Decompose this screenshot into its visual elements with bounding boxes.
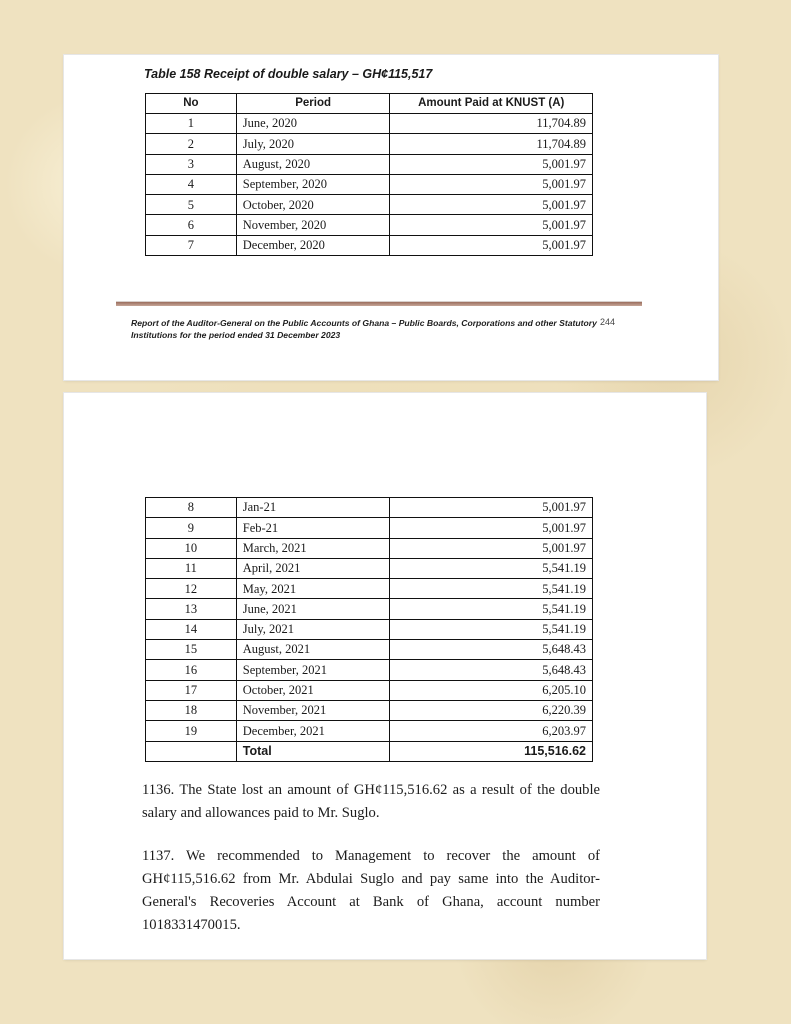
row-period-cell: December, 2021	[236, 721, 390, 741]
row-amount-cell: 5,648.43	[390, 660, 593, 680]
row-amount-cell: 5,001.97	[390, 498, 593, 518]
row-amount-cell: 5,001.97	[390, 195, 593, 215]
table-title: Table 158 Receipt of double salary – GH¢115,517	[144, 67, 433, 81]
table-row	[146, 134, 593, 154]
total-label: Total	[236, 741, 390, 761]
table-total-row	[146, 741, 593, 761]
row-no-cell: 8	[146, 498, 237, 518]
page-footer-text: Report of the Auditor-General on the Public Accounts of Ghana – Public Boards, Corporations and other Statutory Institutions for the period ended 31 December 2023	[131, 318, 597, 340]
table-row	[146, 599, 593, 619]
row-period-cell: October, 2021	[236, 680, 390, 700]
row-no-cell: 16	[146, 660, 237, 680]
row-amount-cell: 5,001.97	[390, 235, 593, 255]
row-period-cell: March, 2021	[236, 538, 390, 558]
row-amount-cell: 6,203.97	[390, 721, 593, 741]
row-amount-cell: 5,648.43	[390, 640, 593, 660]
table-row	[146, 154, 593, 174]
row-period-cell: October, 2020	[236, 195, 390, 215]
row-period-cell: June, 2020	[236, 114, 390, 134]
row-period-cell: April, 2021	[236, 558, 390, 578]
row-period-cell: August, 2021	[236, 640, 390, 660]
row-no-cell: 13	[146, 599, 237, 619]
table-row	[146, 700, 593, 720]
table-row	[146, 680, 593, 700]
row-no-cell: 9	[146, 518, 237, 538]
row-period-cell: November, 2021	[236, 700, 390, 720]
document-page-1	[64, 55, 718, 380]
row-amount-cell: 5,001.97	[390, 154, 593, 174]
row-amount-cell: 5,001.97	[390, 538, 593, 558]
table-row	[146, 660, 593, 680]
row-no-cell: 3	[146, 154, 237, 174]
row-no-cell: 14	[146, 619, 237, 639]
row-period-cell: July, 2021	[236, 619, 390, 639]
row-no-cell: 2	[146, 134, 237, 154]
document-page-2	[64, 393, 706, 959]
row-no-cell: 10	[146, 538, 237, 558]
row-amount-cell: 5,001.97	[390, 174, 593, 194]
table-row	[146, 558, 593, 578]
header-no: No	[146, 94, 237, 114]
row-period-cell: July, 2020	[236, 134, 390, 154]
table-row	[146, 114, 593, 134]
salary-table-part-2	[145, 497, 593, 762]
row-no-cell: 15	[146, 640, 237, 660]
row-amount-cell: 5,541.19	[390, 558, 593, 578]
table-row	[146, 235, 593, 255]
row-amount-cell: 5,001.97	[390, 215, 593, 235]
row-period-cell: August, 2020	[236, 154, 390, 174]
row-no-cell: 7	[146, 235, 237, 255]
table-row	[146, 174, 593, 194]
page-number: 244	[600, 317, 616, 327]
row-no-cell: 18	[146, 700, 237, 720]
row-amount-cell: 11,704.89	[390, 114, 593, 134]
row-amount-cell: 5,541.19	[390, 599, 593, 619]
row-no-cell: 1	[146, 114, 237, 134]
row-period-cell: June, 2021	[236, 599, 390, 619]
table-row	[146, 538, 593, 558]
table-row	[146, 195, 593, 215]
row-no-cell: 19	[146, 721, 237, 741]
paragraph-1137: 1137. We recommended to Management to recover the amount of GH¢115,516.62 from Mr. Abdulai Suglo and pay same into the Auditor-General's Recoveries Account at Bank of Ghana, account number 1018331470015.	[142, 848, 600, 933]
table-row	[146, 518, 593, 538]
row-period-cell: May, 2021	[236, 579, 390, 599]
row-period-cell: November, 2020	[236, 215, 390, 235]
row-no-cell: 17	[146, 680, 237, 700]
table-row	[146, 579, 593, 599]
row-no-cell: 6	[146, 215, 237, 235]
row-amount-cell: 5,541.19	[390, 619, 593, 639]
row-period-cell: Feb-21	[236, 518, 390, 538]
row-amount-cell: 5,001.97	[390, 518, 593, 538]
total-no-cell	[146, 741, 237, 761]
table-row	[146, 215, 593, 235]
row-no-cell: 12	[146, 579, 237, 599]
table-row	[146, 640, 593, 660]
table-row	[146, 619, 593, 639]
paragraph-1136: 1136. The State lost an amount of GH¢115,516.62 as a result of the double salary and allowances paid to Mr. Suglo.	[142, 782, 600, 821]
table-row	[146, 498, 593, 518]
total-amount: 115,516.62	[390, 741, 593, 761]
row-period-cell: September, 2020	[236, 174, 390, 194]
row-amount-cell: 5,541.19	[390, 579, 593, 599]
row-period-cell: December, 2020	[236, 235, 390, 255]
table-header-row	[146, 94, 593, 114]
row-no-cell: 4	[146, 174, 237, 194]
row-no-cell: 5	[146, 195, 237, 215]
header-amount: Amount Paid at KNUST (A)	[390, 94, 593, 114]
row-amount-cell: 6,205.10	[390, 680, 593, 700]
row-period-cell: September, 2021	[236, 660, 390, 680]
row-amount-cell: 6,220.39	[390, 700, 593, 720]
row-period-cell: Jan-21	[236, 498, 390, 518]
header-period: Period	[236, 94, 390, 114]
row-amount-cell: 11,704.89	[390, 134, 593, 154]
salary-table-part-1	[145, 93, 593, 256]
footer-divider	[116, 301, 642, 306]
table-row	[146, 721, 593, 741]
row-no-cell: 11	[146, 558, 237, 578]
